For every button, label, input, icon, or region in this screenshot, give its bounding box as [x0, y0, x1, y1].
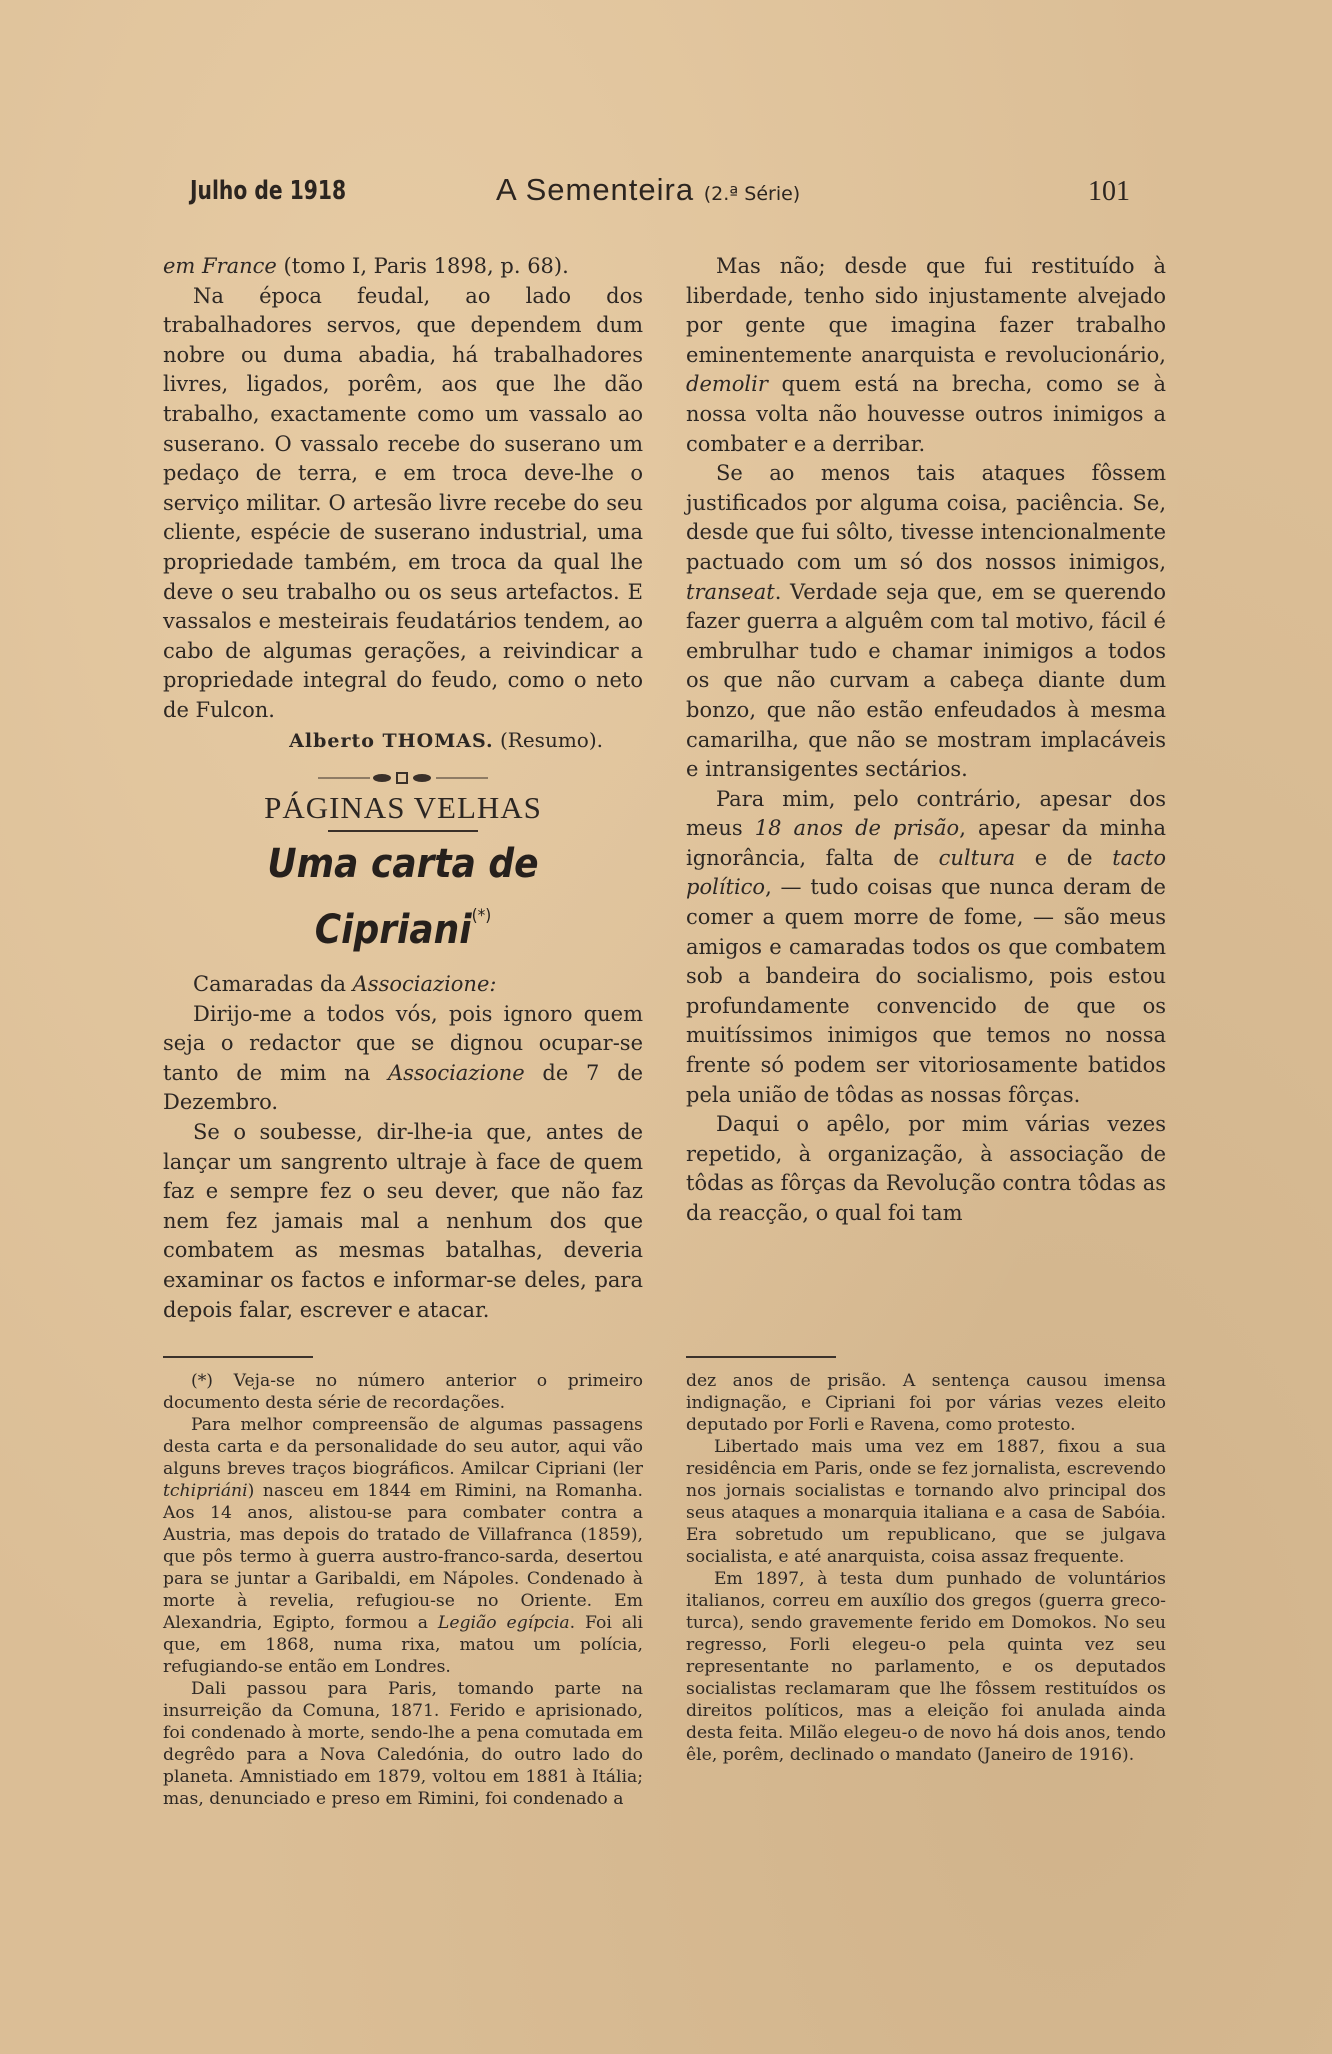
footnote-bio-a: Para melhor compreensão de algumas passagens desta carta e da personalidade do seu autor, aqui vão alguns breves traços biográficos. Amilcar Cipriani (ler [163, 1415, 643, 1479]
paragraph-soubesse: Se o soubesse, dir-lhe-ia que, antes de lançar um sangrento ultraje à face de quem faz e sempre fez o seu dever, que não faz nem fez jamais mal a nenhum dos que combatem as mesmas batalhas, deveria examinar os factos e informar-se deles, para depois falar, escrever e atacar. [163, 1120, 643, 1322]
footnote-rule-right [686, 1356, 836, 1358]
footnote-bio-italic: tchipriáni [163, 1481, 248, 1501]
article-title-text: Uma carta de Cipriani [267, 841, 539, 954]
salutation-prefix: Camaradas da [193, 972, 353, 997]
paragraph-dirijo [163, 1000, 643, 1118]
paragraph-dirijo-italic: Associazione [387, 1060, 525, 1085]
paragraph-para-italic3: tacto político [686, 845, 1166, 900]
citation-rest: (tomo I, Paris 1898, p. 68). [276, 254, 569, 278]
footnote-mark: (*) [471, 906, 492, 927]
paragraph-dirijo-b: de 7 de Dezembro. [163, 1060, 643, 1115]
signature-note: (Resumo). [499, 727, 603, 752]
paragraph-se-italic: transeat [686, 579, 775, 604]
section-ornament [163, 762, 643, 784]
footnote-libertado: Libertado mais uma vez em 1887, fixou a sua residência em Paris, onde se fez jornalista, escrevendo nos jornais socialistas e tornando alvo principal dos seus ataques a monarquia italiana e a casa de Sabóia. Era sobretudo um republicano, que se julgava socialista, e até anarquista, coisa assaz frequente. [686, 1437, 1166, 1567]
section-heading: PÁGINAS VELHAS [264, 790, 542, 826]
right-column [686, 252, 1166, 1229]
article-signature [163, 726, 643, 757]
journal-title [496, 172, 800, 208]
left-column [163, 252, 643, 1325]
paragraph-mas-italic: demolir [686, 372, 768, 397]
paragraph-daqui: Daqui o apêlo, por mim várias vezes repetido, à organização, à associação de tôdas as fôrças da Revolução contra tôdas as da reacção, o qual foi tam [686, 1112, 1166, 1225]
footnote-bio-italic2: Legião egípcia [437, 1613, 570, 1633]
paragraph-mas-b: quem está na brecha, como se à nossa volta não houvesse outros inimigos a combater e a derribar. [686, 372, 1166, 456]
paragraph-dirijo-a: Dirijo-me a todos vós, pois ignoro quem seja o redactor que se dignou ocupar-se tanto de mim na [163, 1001, 643, 1085]
paragraph-se-b: . Verdade seja que, em se querendo fazer guerra a alguêm com tal motivo, fácil é embrulhar tudo e chamar inimigos a todos os que não curvam a cabeça diante dum bonzo, que não estão enfeudados à mesma camarilha, que não se mostram implacáveis e intransigentes sectários. [686, 579, 1166, 782]
paragraph-para-c: e de [1015, 845, 1113, 870]
footnote-paris: Dali passou para Paris, tomando parte na insurreição da Comuna, 1871. Ferido e aprisionado, foi condenado à morte, sendo-lhe a pena comutada em degrêdo para a Nova Caledónia, do outro lado do planeta. Amnistiado em 1879, voltou em 1881 à Itália; mas, denunciado e preso em Rimini, foi condenado a [163, 1679, 643, 1809]
issue-date: Julho de 1918 [190, 176, 347, 206]
footnote-bio-c: . Foi ali que, em 1868, numa rixa, matou um polícia, refugiando-se então em Londres. [163, 1613, 644, 1677]
article-title [187, 838, 619, 956]
signature-author: Alberto THOMAS. [289, 729, 494, 752]
paragraph-para-italic2: cultura [938, 845, 1016, 870]
opening-line [163, 252, 643, 282]
paragraph-para-b: , apesar da minha ignorância, falta de [686, 816, 1166, 870]
paragraph-para-italic1: 18 anos de prisão [754, 816, 960, 841]
footnote-biography [163, 1414, 643, 1678]
paragraph-para-mim [686, 785, 1166, 1111]
footnotes-left [163, 1370, 643, 1810]
paragraph-mas-a: Mas não; desde que fui restituído à liberdade, tenho sido injustamente alvejado por gente que imagina fazer trabalho eminentemente anarquista e revolucionário, [686, 254, 1166, 367]
footnote-rule-left [163, 1356, 313, 1358]
series-label: (2.ª Série) [703, 183, 801, 205]
paragraph-se-a: Se ao menos tais ataques fôssem justificados por alguma coisa, paciência. Se, desde que fui sôlto, tivesse intencionalmente pactuado com um só dos nossos inimigos, [686, 461, 1166, 574]
salutation-name: Associazione: [352, 972, 497, 997]
footnotes-right [686, 1370, 1166, 1766]
footnote-marker-text: (*) Veja-se no número anterior o primeiro documento desta série de recordações. [163, 1371, 643, 1413]
footnote-bio-b: ) nasceu em 1844 em Rimini, na Romanha. Aos 14 anos, alistou-se para combater contra a Austria, mas depois do tratado de Villafranca (1859), que pôs termo à guerra austro-franco-sarda, desertou para se juntar a Garibaldi, em Nápoles. Condenado à morte à revelia, refugiou-se no Oriente. Em Alexandria, Egipto, formou a [163, 1481, 643, 1633]
heading-underline [328, 830, 478, 832]
page-number: 101 [1088, 176, 1130, 207]
salutation [163, 970, 643, 1000]
citation-title: em France [163, 254, 277, 278]
paragraph-para-a: Para mim, pelo contrário, apesar dos meus [686, 786, 1166, 841]
paragraph-se [686, 459, 1166, 785]
footnote-continuation: dez anos de prisão. A sentença causou imensa indignação, e Cipriani foi por várias vezes eleito deputado por Forli e Ravena, como protesto. [686, 1371, 1166, 1435]
footnote-1897: Em 1897, à testa dum punhado de voluntários italianos, correu em auxílio dos gregos (guerra greco-turca), sendo gravemente ferido em Domokos. No seu regresso, Forli elegeu-o pela quinta vez seu representante no parlamento, e os deputados socialistas reclamaram que lhe fôssem restituídos os direitos políticos, mas a eleição foi anulada ainda desta feita. Milão elegeu-o de novo há dois anos, tendo êle, porêm, declinado o mandato (Janeiro de 1916). [686, 1569, 1166, 1765]
paragraph-para-d: , — tudo coisas que nunca deram de comer a quem morre de fome, — são meus amigos e camaradas todos os que combatem sob a bandeira do socialismo, pois estou profundamente convencido de que os muitíssimos inimigos que temos no nossa frente só podem ser vitoriosamente batidos pela união de tôdas as nossas fôrças. [686, 875, 1166, 1107]
paragraph-mas [686, 252, 1166, 459]
paragraph-feudal: Na época feudal, ao lado dos trabalhadores servos, que dependem dum nobre ou duma abadia, há trabalhadores livres, ligados, porêm, aos que lhe dão trabalho, exactamente como um vassalo ao suserano. O vassalo recebe do suserano um pedaço de terra, e em troca deve-lhe o serviço militar. O artesão livre recebe do seu cliente, espécie de suserano industrial, uma propriedade também, em troca da qual lhe deve o seu trabalho ou os seus artefactos. E vassalos e mesteirais feudatários tendem, ao cabo de algumas gerações, a reivindicar a propriedade integral do feudo, como o neto de Fulcon. [163, 283, 643, 722]
running-head [190, 172, 1130, 214]
journal-name: A Sementeira [496, 172, 695, 207]
